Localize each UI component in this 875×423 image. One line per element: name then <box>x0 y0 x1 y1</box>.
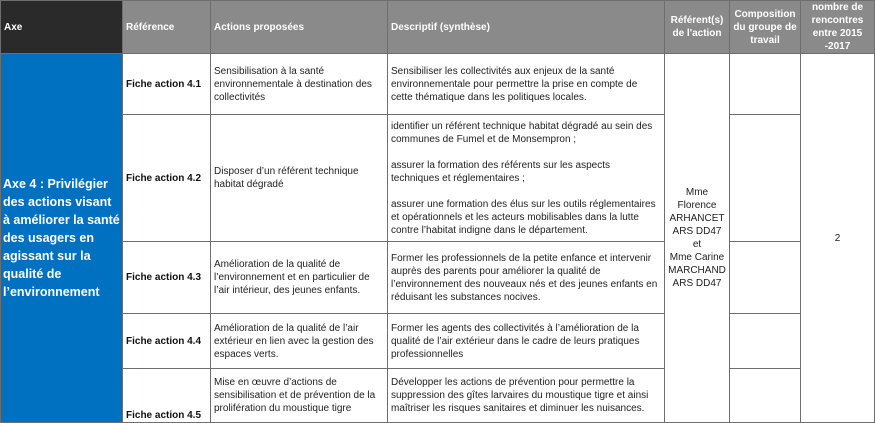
descriptif-cell: Sensibiliser les collectivités aux enjeux de la santé environnementale pour permettre la prise en compte de cette thématique dans les politiques locales. <box>388 54 665 115</box>
header-rencontres: nombre de rencontres entre 2015 -2017 <box>801 1 875 54</box>
descriptif-cell: Former les agents des collectivités à l’amélioration de la qualité de l’air extérieur dans le cadre de leurs pratiques professionnelles <box>388 314 665 369</box>
descriptif-item: assurer la formation des référents sur les aspects techniques et réglementaires ; <box>391 159 610 184</box>
descriptif-cell <box>388 115 665 242</box>
composition-cell <box>730 242 801 314</box>
header-reference: Référence <box>123 1 211 54</box>
referent-line: ARS DD47 <box>672 226 722 237</box>
action-cell: Amélioration de la qualité de l’environnement et en particulier de l’air intérieur, des jeunes enfants. <box>211 242 388 314</box>
table-row <box>1 115 875 242</box>
table-row <box>1 369 875 423</box>
referent-line: ARS DD47 <box>672 278 722 289</box>
reference-cell: Fiche action 4.2 <box>123 115 211 242</box>
action-cell: Mise en œuvre d’actions de sensibilisation et de prévention de la prolifération du moustique tigre <box>211 369 388 423</box>
composition-cell <box>730 369 801 423</box>
table-row <box>1 54 875 115</box>
reference-cell: Fiche action 4.1 <box>123 54 211 115</box>
composition-cell <box>730 54 801 115</box>
descriptif-item: identifier un référent technique habitat dégradé au sein des communes de Fumel et de Monsempron ; <box>391 120 653 145</box>
header-composition: Composition du groupe de travail <box>730 1 801 54</box>
descriptif-item: assurer une formation des élus sur les outils réglementaires et opérationnels et les acteurs mobilisables dans la lutte contre l’habitat indigne dans le département. <box>391 198 656 236</box>
referent-line: Mme <box>685 187 709 198</box>
action-cell: Disposer d’un référent technique habitat dégradé <box>211 115 388 242</box>
referent-line: Florence <box>677 200 717 211</box>
referents-cell <box>665 54 730 423</box>
referent-line: et <box>692 239 702 250</box>
rencontres-cell: 2 <box>801 54 875 423</box>
action-cell: Amélioration de la qualité de l’air extérieur en lien avec la gestion des espaces verts. <box>211 314 388 369</box>
composition-cell <box>730 115 801 242</box>
reference-cell: Fiche action 4.5 <box>123 369 211 423</box>
header-axe: Axe <box>1 1 123 54</box>
header-referents: Référent(s) de l'action <box>665 1 730 54</box>
reference-cell: Fiche action 4.4 <box>123 314 211 369</box>
header-descriptif: Descriptif (synthèse) <box>388 1 665 54</box>
composition-cell <box>730 314 801 369</box>
header-actions: Actions proposées <box>211 1 388 54</box>
descriptif-cell: Former les professionnels de la petite enfance et intervenir auprès des parents pour améliorer la qualité de l’environnement des nouveaux nés et des jeunes enfants en réduisant les substances nocives. <box>388 242 665 314</box>
header-row <box>1 1 875 54</box>
referent-line: Mme Carine <box>669 252 725 263</box>
descriptif-cell: Développer les actions de prévention pour permettre la suppression des gîtes larvaires du moustique tigre et ainsi maîtriser les risques sanitaires et diminuer les nuisances. <box>388 369 665 423</box>
action-cell: Sensibilisation à la santé environnementale à destination des collectivités <box>211 54 388 115</box>
table-row <box>1 314 875 369</box>
axe-cell: Axe 4 : Privilégier des actions visant à améliorer la santé des usagers en agissant sur la qualité de l’environnement <box>1 54 123 423</box>
reference-cell: Fiche action 4.3 <box>123 242 211 314</box>
referent-line: ARHANCET <box>669 213 725 224</box>
referent-line: MARCHAND <box>668 265 726 276</box>
table-row <box>1 242 875 314</box>
